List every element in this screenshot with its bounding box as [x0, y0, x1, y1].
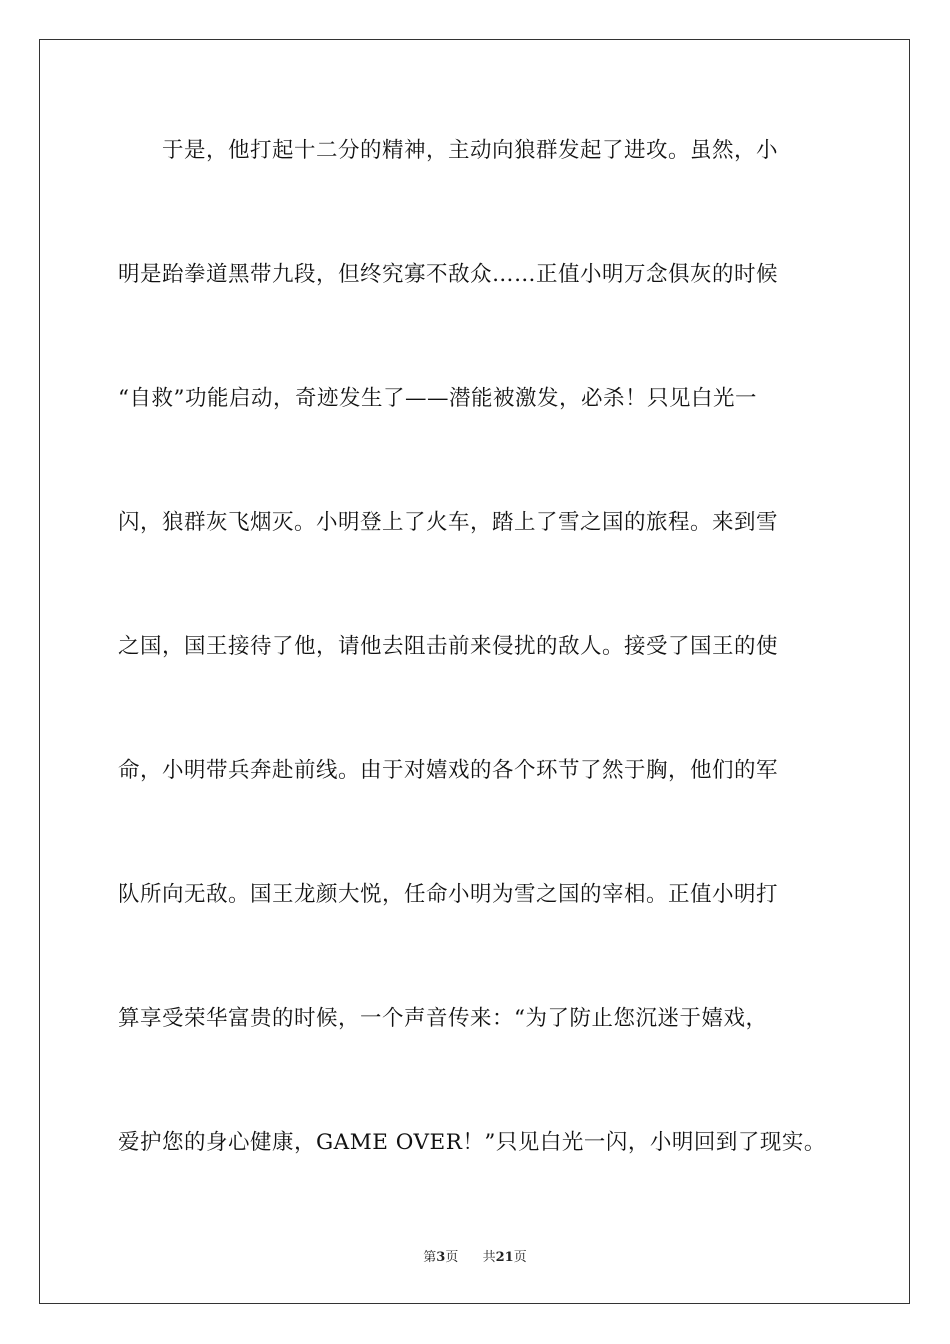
text-line-3: “自救”功能启动，奇迹发生了——潜能被激发，必杀！只见白光一 [118, 386, 757, 411]
page-suffix: 页 [445, 1250, 459, 1265]
total-suffix: 页 [513, 1250, 527, 1265]
text-line-9: 爱护您的身心健康，GAME OVER！”只见白光一闪，小明回到了现实。 [118, 1130, 826, 1155]
text-line-7: 队所向无敌。国王龙颜大悦，任命小明为雪之国的宰相。正值小明打 [118, 882, 779, 907]
document-body [118, 131, 834, 1163]
total-pages: 21 [495, 1250, 514, 1265]
page-footer [0, 1246, 950, 1265]
text-line-4: 闪，狼群灰飞烟灭。小明登上了火车，踏上了雪之国的旅程。来到雪 [118, 510, 779, 535]
text-line-1: 于是，他打起十二分的精神，主动向狼群发起了进攻。虽然，小 [162, 138, 779, 163]
page-number: 3 [436, 1250, 446, 1265]
text-line-8: 算享受荣华富贵的时候，一个声音传来：“为了防止您沉迷于嬉戏， [118, 1006, 768, 1031]
text-line-5: 之国，国王接待了他，请他去阻击前来侵扰的敌人。接受了国王的使 [118, 634, 779, 659]
page-prefix: 第 [423, 1250, 437, 1265]
text-line-2: 明是跆拳道黑带九段，但终究寡不敌众……正值小明万念俱灰的时候 [118, 262, 779, 287]
text-line-6: 命，小明带兵奔赴前线。由于对嬉戏的各个环节了然于胸，他们的军 [118, 758, 779, 783]
total-prefix: 共 [482, 1250, 496, 1265]
